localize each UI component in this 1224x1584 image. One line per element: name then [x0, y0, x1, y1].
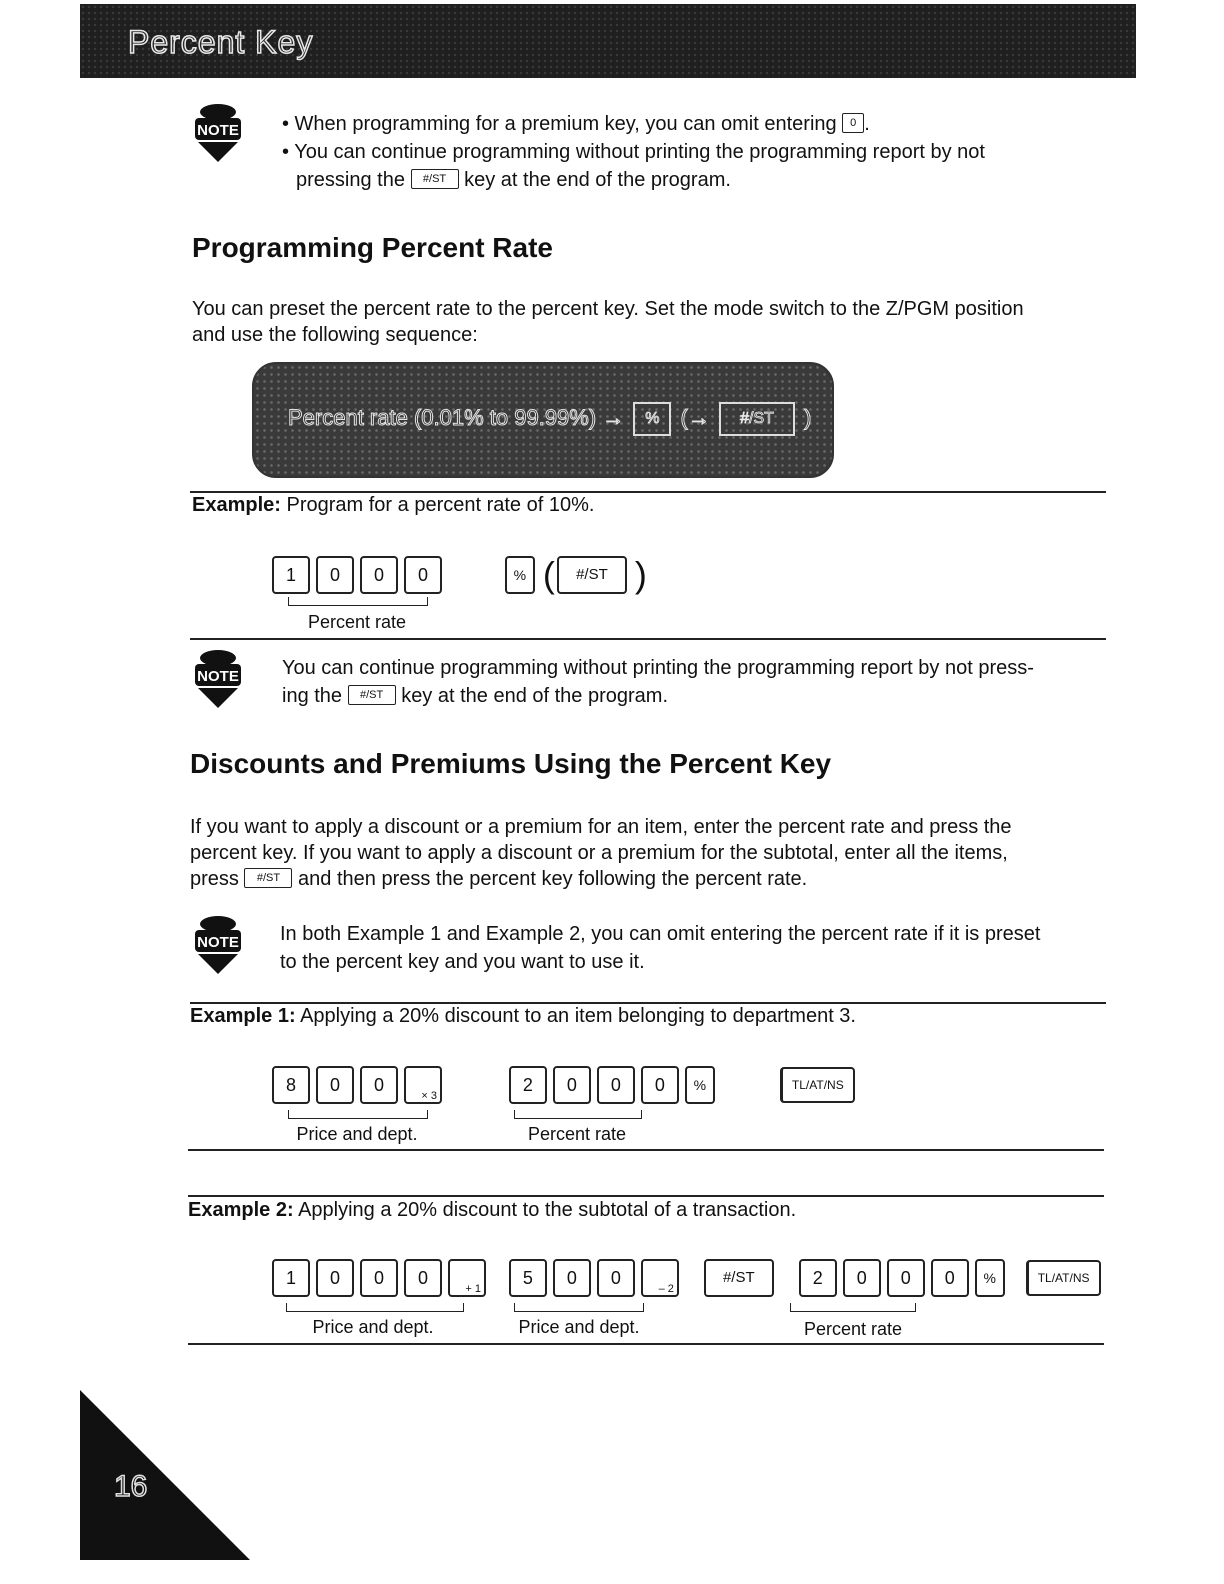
note1-bullet2-line1: • You can continue programming without printing the programming report by not — [282, 141, 985, 163]
section2-line2: percent key. If you want to apply a discount or a premium for the subtotal, enter all the items, — [190, 842, 1008, 864]
example1-label-bold: Example 1: — [190, 1005, 296, 1027]
note-icon-label: NOTE — [197, 122, 239, 139]
label-percent-rate: Percent rate — [803, 1319, 903, 1339]
section2-line3-pre: press — [190, 868, 239, 890]
sequence-box — [252, 362, 834, 478]
example1-key-row — [272, 1066, 861, 1104]
divider — [190, 638, 1106, 640]
example-text: Program for a percent rate of 10%. — [286, 494, 595, 516]
section1-line2: and use the following sequence: — [192, 324, 478, 346]
key-total: TL/AT/NS — [780, 1067, 855, 1103]
header-title: Percent Key — [128, 24, 314, 60]
example1-label — [190, 1005, 856, 1028]
bracket-percent-rate — [514, 1110, 642, 1119]
key-0: 0 — [360, 1259, 398, 1297]
note-icon-label: NOTE — [197, 934, 239, 951]
key-percent: % — [505, 556, 535, 594]
example-label — [192, 494, 594, 517]
bracket-price-dept-2 — [514, 1303, 644, 1312]
label-price-dept-1: Price and dept. — [312, 1317, 434, 1337]
paren-close: ) — [634, 554, 647, 595]
note1-text — [282, 110, 1102, 194]
sequence-text — [288, 402, 811, 436]
key-0: 0 — [931, 1259, 969, 1297]
key-0: 0 — [641, 1066, 679, 1104]
key-percent: % — [975, 1259, 1005, 1297]
divider — [190, 491, 1106, 493]
note2-text — [282, 654, 1112, 710]
bracket-price-dept — [288, 1110, 428, 1119]
dept-symbol: – — [658, 1283, 665, 1295]
key-0: 0 — [360, 556, 398, 594]
dept-number: 1 — [474, 1283, 481, 1295]
key-0: 0 — [597, 1259, 635, 1297]
section1-line1: You can preset the percent rate to the percent key. Set the mode switch to the Z/PGM position — [192, 298, 1024, 320]
sequence-close: ) — [804, 404, 812, 430]
key-0: 0 — [316, 556, 354, 594]
bracket-percent-rate — [288, 597, 428, 606]
example-label-bold: Example: — [192, 494, 281, 516]
key-percent: % — [685, 1066, 715, 1104]
key-8: 8 — [272, 1066, 310, 1104]
section1-heading: Programming Percent Rate — [192, 232, 553, 263]
example1-text: Applying a 20% discount to an item belonging to department 3. — [300, 1005, 856, 1027]
sequence-label: Percent rate (0.01% to 99.99%) → — [288, 404, 625, 430]
key-0: 0 — [887, 1259, 925, 1297]
note3-text — [280, 920, 1120, 976]
example2-text: Applying a 20% discount to the subtotal of a transaction. — [298, 1199, 797, 1221]
key-0: 0 — [316, 1066, 354, 1104]
key-0: 0 — [316, 1259, 354, 1297]
key-1: 1 — [272, 556, 310, 594]
key-st: #/ST — [411, 169, 459, 189]
dept-number: 2 — [667, 1283, 674, 1295]
key-total: TL/AT/NS — [1026, 1260, 1101, 1296]
key-0: 0 — [843, 1259, 881, 1297]
key-0: 0 — [553, 1259, 591, 1297]
note-icon — [192, 102, 244, 164]
dept-symbol: + — [465, 1283, 472, 1295]
note3-line2: to the percent key and you want to use it. — [280, 951, 645, 973]
note1-bullet2-post: key at the end of the program. — [464, 169, 731, 191]
key-dept-1 — [448, 1259, 486, 1297]
key-2: 2 — [799, 1259, 837, 1297]
key-0: 0 — [404, 1259, 442, 1297]
note-icon-label: NOTE — [197, 668, 239, 685]
sequence-st-key: #/ST — [719, 402, 795, 436]
key-0: 0 — [553, 1066, 591, 1104]
label-price-dept-2: Price and dept. — [518, 1317, 640, 1337]
bracket-percent-rate — [790, 1303, 916, 1312]
page-corner — [80, 1390, 250, 1560]
label-percent-rate: Percent rate — [307, 612, 407, 632]
example2-label-bold: Example 2: — [188, 1199, 294, 1221]
key-st: #/ST — [704, 1259, 774, 1297]
key-2: 2 — [509, 1066, 547, 1104]
bracket-price-dept-1 — [286, 1303, 464, 1312]
divider — [190, 1002, 1106, 1004]
note3-line1: In both Example 1 and Example 2, you can omit entering the percent rate if it is preset — [280, 923, 1041, 945]
key-0: 0 — [842, 113, 864, 133]
divider — [188, 1195, 1104, 1197]
key-st: #/ST — [244, 868, 292, 888]
sequence-open: (→ — [680, 404, 710, 430]
label-percent-rate: Percent rate — [527, 1124, 627, 1144]
dept-symbol: × — [421, 1090, 428, 1102]
note-icon — [192, 648, 244, 710]
key-st: #/ST — [557, 556, 627, 594]
key-0: 0 — [597, 1066, 635, 1104]
paren-open: ( — [542, 554, 555, 595]
page-number: 16 — [114, 1470, 148, 1503]
example2-label — [188, 1199, 796, 1222]
dept-number: 3 — [430, 1090, 437, 1102]
section1-paragraph — [192, 296, 1112, 348]
key-dept-2 — [641, 1259, 679, 1297]
key-1: 1 — [272, 1259, 310, 1297]
note1-bullet1: • When programming for a premium key, you can omit entering — [282, 113, 837, 135]
section2-line3-post: and then press the percent key following the percent rate. — [298, 868, 808, 890]
sequence-percent-key: % — [633, 402, 671, 436]
key-0: 0 — [404, 556, 442, 594]
key-0: 0 — [360, 1066, 398, 1104]
page-header — [80, 4, 1136, 78]
key-dept-3 — [404, 1066, 442, 1104]
section2-line1: If you want to apply a discount or a premium for an item, enter the percent rate and press the — [190, 816, 1012, 838]
note2-line1: You can continue programming without printing the programming report by not press- — [282, 657, 1034, 679]
label-price-dept: Price and dept. — [296, 1124, 418, 1144]
note2-post: key at the end of the program. — [401, 685, 669, 707]
note-icon — [192, 914, 244, 976]
note1-bullet1-post: . — [864, 113, 870, 135]
divider — [188, 1149, 1104, 1151]
example2-key-row — [272, 1259, 1107, 1297]
section2-heading: Discounts and Premiums Using the Percent Key — [190, 748, 832, 779]
example-key-row — [272, 554, 649, 596]
divider — [188, 1343, 1104, 1345]
note2-pre: ing the — [282, 685, 343, 707]
note1-bullet2-pre: pressing the — [296, 169, 405, 191]
key-5: 5 — [509, 1259, 547, 1297]
key-st: #/ST — [348, 685, 396, 705]
section2-paragraph — [190, 814, 1110, 892]
